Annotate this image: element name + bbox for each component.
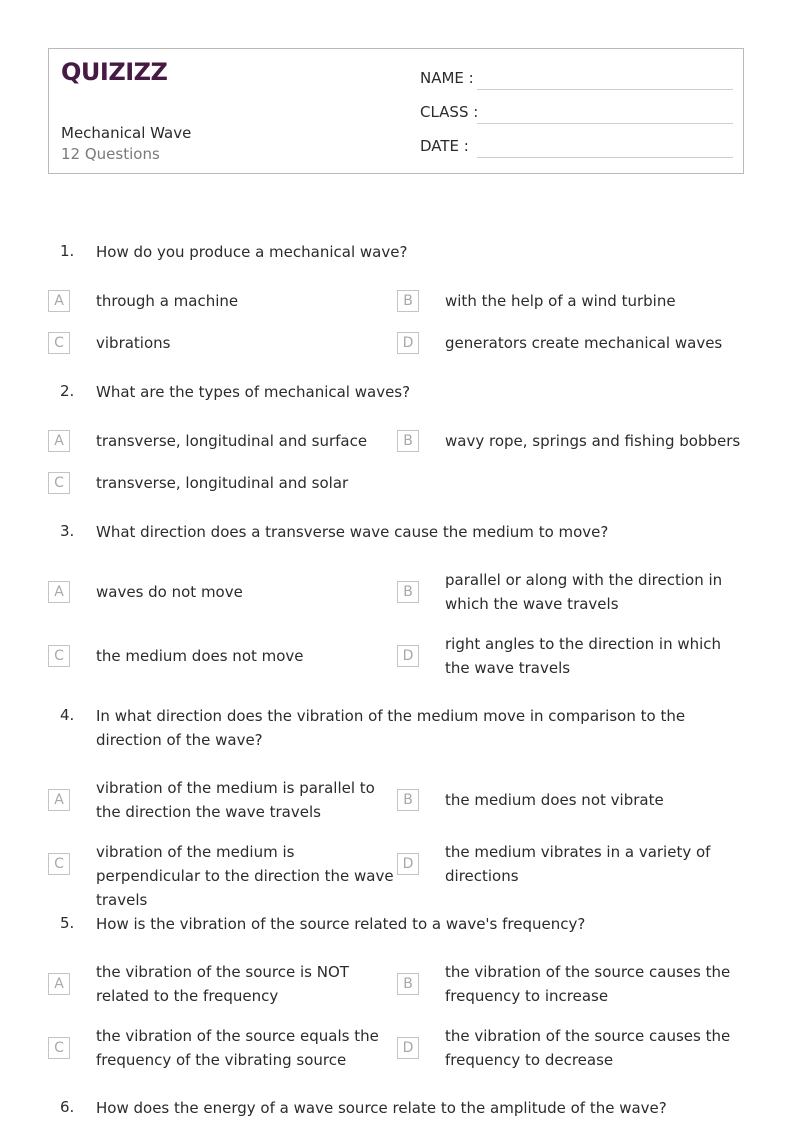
date-line[interactable] [477, 157, 733, 158]
option-text: transverse, longitudinal and surface [96, 432, 368, 450]
question-number: 2. [60, 382, 75, 400]
option-letter-box[interactable]: B [397, 973, 419, 995]
option-letter-box[interactable]: A [48, 789, 70, 811]
option-letter-box[interactable]: C [48, 332, 70, 354]
class-line[interactable] [477, 123, 733, 124]
option-text: the medium does not vibrate [445, 791, 664, 809]
option-text: vibrations [96, 334, 171, 352]
question-number: 4. [60, 706, 75, 724]
question-text: How do you produce a mechanical wave? [96, 243, 408, 261]
option-text: through a machine [96, 292, 239, 310]
option-letter-box[interactable]: B [397, 290, 419, 312]
option-letter-box[interactable]: C [48, 645, 70, 667]
option-letter-box[interactable]: A [48, 581, 70, 603]
option-text: wavy rope, springs and fishing bobbers [445, 432, 741, 450]
option-text: with the help of a wind turbine [445, 292, 676, 310]
question-number: 6. [60, 1098, 75, 1116]
option-letter-box[interactable]: D [397, 1037, 419, 1059]
name-label: NAME : [420, 69, 474, 87]
option-text: the vibration of the source equals the frequency of the vibrating source [96, 1027, 379, 1069]
option-text: the medium does not move [96, 647, 304, 665]
worksheet-header [48, 48, 744, 174]
quizizz-logo: QUIZIZZ [61, 58, 168, 86]
option-text: vibration of the medium is parallel to the direction the wave travels [96, 779, 375, 821]
option-text: the medium vibrates in a variety of directions [445, 843, 711, 885]
option-letter-box[interactable]: D [397, 645, 419, 667]
question-count: 12 Questions [61, 145, 160, 163]
option-letter-box[interactable]: D [397, 853, 419, 875]
question-number: 5. [60, 914, 75, 932]
option-letter-box[interactable]: B [397, 430, 419, 452]
question-text: How is the vibration of the source related to a wave's frequency? [96, 915, 586, 933]
option-text: the vibration of the source is NOT related to the frequency [96, 963, 349, 1005]
option-letter-box[interactable]: C [48, 472, 70, 494]
question-number: 1. [60, 242, 75, 260]
option-letter-box[interactable]: A [48, 973, 70, 995]
option-letter-box[interactable]: B [397, 789, 419, 811]
option-letter-box[interactable]: C [48, 853, 70, 875]
date-label: DATE : [420, 137, 469, 155]
option-text: the vibration of the source causes the frequency to decrease [445, 1027, 731, 1069]
option-text: right angles to the direction in which the wave travels [445, 635, 722, 677]
question-text: What are the types of mechanical waves? [96, 383, 411, 401]
question-text: How does the energy of a wave source relate to the amplitude of the wave? [96, 1099, 667, 1117]
option-letter-box[interactable]: A [48, 430, 70, 452]
option-text: parallel or along with the direction in which the wave travels [445, 571, 723, 613]
option-letter-box[interactable]: D [397, 332, 419, 354]
worksheet-title: Mechanical Wave [61, 124, 192, 142]
option-letter-box[interactable]: C [48, 1037, 70, 1059]
option-letter-box[interactable]: A [48, 290, 70, 312]
option-text: waves do not move [96, 583, 243, 601]
question-text: What direction does a transverse wave cause the medium to move? [96, 523, 609, 541]
name-line[interactable] [477, 89, 733, 90]
question-number: 3. [60, 522, 75, 540]
option-text: the vibration of the source causes the frequency to increase [445, 963, 731, 1005]
question-text: In what direction does the vibration of the medium move in comparison to the direction of the wave? [96, 707, 686, 749]
class-label: CLASS : [420, 103, 479, 121]
option-text: vibration of the medium is perpendicular to the direction the wave travels [96, 843, 394, 909]
option-letter-box[interactable]: B [397, 581, 419, 603]
option-text: transverse, longitudinal and solar [96, 474, 349, 492]
option-text: generators create mechanical waves [445, 334, 723, 352]
